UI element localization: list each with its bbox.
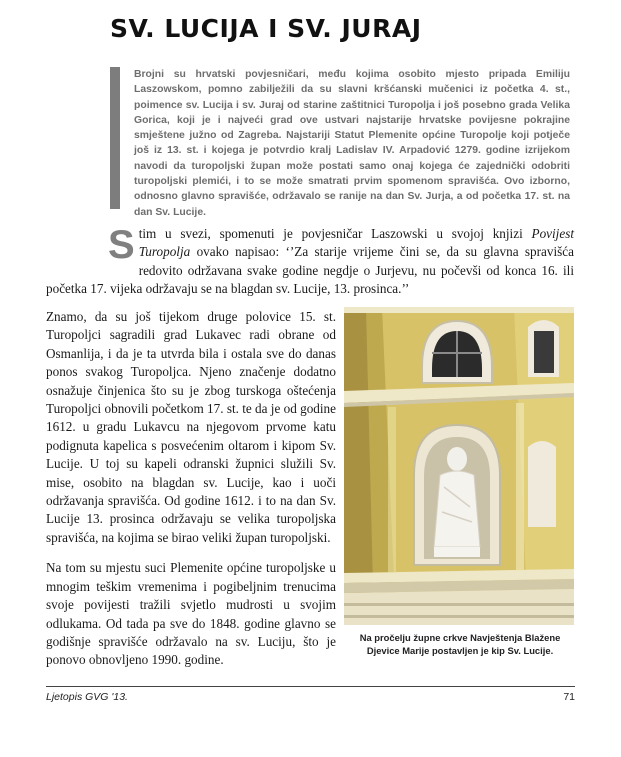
footer-publication: Ljetopis GVG '13. <box>46 691 128 703</box>
body-column <box>46 308 336 682</box>
page-number: 71 <box>563 691 575 703</box>
drop-cap: S <box>108 223 135 267</box>
body-paragraph-1: Znamo, da su još tijekom druge polovice 15. st. Turopoljci sagradili grad Lukavec radi obrane od Osmanlija, i da je ta utvrda bila i ostala sve do danas ponos svakog Turopoljca. Njeno značenje dodatno osnažuje činjenica što su je zbog turskoga oštećenja Turopoljci obnovili početkom 17. st. te da je od godine 1612. u gradu Lukavcu na njegovom prvome katu podignuta kapelica s posvećenim oltarom i kipom Sv. Lucije. U toj su kapeli odranski župnici služili Sv. mise, osobito na blagdan sv. Lucije, kao i uoči održavanja spravišća. Od godine 1612. i to na dan Sv. Lucije 13. prosinca održavaju se velika turopoljska spravišća, na kojima se birao veliki župan turopoljski. <box>46 309 336 545</box>
lead-paragraph <box>46 225 574 299</box>
intro-paragraph: Brojni su hrvatski povjesničari, među kojima osobito mjesto pripada Emiliju Laszowskom, pomno zabilježili da su slavni kršćanski mučenici iz početka 4. st., poimence sv. Lucija i sv. Juraj od starine zaštitnici Turopolja i još posebno grada Velika Gorica, koji je i najveći grad ove ustvari najstarije hrvatske povijesne pokrajine smještene južno od Zagreba. Najstariji Statut Plemenite općine Turopolje koji potječe još iz 13. st. i kojega je potvrdio kralj Ladislav IV. Arpadović 1279. godine izrijekom navodi da turopoljski župan može postati samo onaj kojega će zajednički odobriti turopoljski plemići, i to se može smatrati prvim spomenom spravišća. Ovo izborno, odnosno glavno spravišće, održavalo se ranije na dan Sv. Jurja, a od početka 17. st. na dan Sv. Lucije. <box>134 69 570 218</box>
footer-rule <box>46 686 575 687</box>
lead-text-1: tim u svezi, spomenuti je povjesničar Laszowski u svojoj knjizi <box>138 226 532 241</box>
body-paragraph-2: Na tom su mjestu suci Plemenite općine turopoljske u mnogim teškim vremenima i pogibeljnim trenucima svoje povijesti tražili svjetlo mudrosti u svojim odlukama. Od tada pa sve do 1848. godine glavno se godišnje spravišće održavalo na sv. Luciju, što je ponovo obnovljeno 1990. godine. <box>46 560 336 668</box>
intro-box <box>110 67 572 218</box>
page-title: SV. LUCIJA I SV. JURAJ <box>110 14 422 43</box>
church-facade-photo <box>344 307 574 625</box>
lead-text-2: ovako napisao: ‘’Za starije vrijeme čini se, da su glavna spravišća redovito održavana svake godine negdje o Jurjevu, nu počevši od konca 16. ili početka 17. vijeka održavaju se na blagdan sv. Lucije, 13. prosinca.’’ <box>46 244 574 297</box>
photo-illustration <box>344 307 574 625</box>
book-title: Povijest Turopolja <box>138 226 574 260</box>
photo-caption: Na pročelju župne crkve Navještenja Blažene Djevice Marije postavljen je kip Sv. Lucije. <box>359 632 561 656</box>
intro-side-bar <box>110 67 120 209</box>
